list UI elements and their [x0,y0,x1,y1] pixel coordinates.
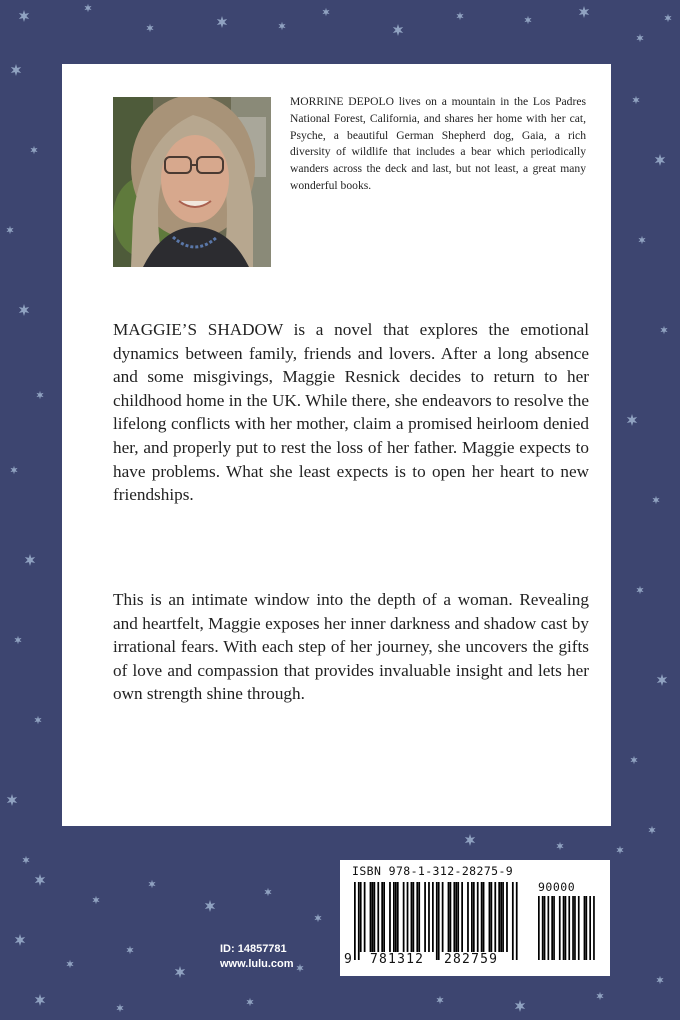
star-icon [35,994,45,1006]
star-icon [25,554,35,566]
synopsis-paragraph-1: MAGGIE’S SHADOW is a novel that explores the emotional dynamics between family, friends and lovers. After a long absence and some misgivings, Maggie Resnick decides to return to her childhood home in the UK. While there, she endeavors to resolve the lifelong conflicts with her mother, claim a promised heirloom denied her, and properly put to rest the loss of her father. Maggie expects to have problems. What she least expects is to open her heart to new friendships. [113,320,589,505]
star-icon [627,414,637,426]
star-icon [515,1000,525,1012]
barcode-digits-right: 282759 [444,952,499,967]
star-icon [7,794,17,806]
star-icon [616,846,623,854]
star-icon [148,880,155,888]
synopsis-paragraph-2: This is an intimate window into the depth of a woman. Revealing and heartfelt, Maggie exposes her inner darkness and shadow cast by irrational fears. With each step of her journey, she uncovers the gifts of love and compassion that provides invaluable insight and lets her own strength shine through. [113,590,589,704]
star-icon [636,586,643,594]
star-icon [35,874,45,886]
star-icon [648,826,655,834]
star-icon [92,896,99,904]
star-icon [660,326,667,334]
star-icon [638,236,645,244]
star-icon [655,154,665,166]
star-icon [632,96,639,104]
star-icon [36,391,43,399]
star-icon [596,992,603,1000]
star-icon [175,966,185,978]
star-icon [456,12,463,20]
star-icon [656,976,663,984]
star-icon [15,934,25,946]
star-icon [34,716,41,724]
star-icon [84,4,91,12]
price-code: 90000 [538,880,576,894]
star-icon [19,10,29,22]
star-icon [19,304,29,316]
star-icon [126,946,133,954]
star-icon [146,24,153,32]
star-icon [278,22,285,30]
isbn-label: ISBN 978-1-312-28275-9 [352,864,514,878]
star-icon [322,8,329,16]
star-icon [14,636,21,644]
star-icon [393,24,403,36]
star-icon [556,842,563,850]
star-icon [11,64,21,76]
back-cover-panel [62,64,611,826]
star-icon [657,674,667,686]
star-icon [116,1004,123,1012]
star-icon [66,960,73,968]
star-icon [246,998,253,1006]
publisher-id: ID: 14857781 [220,943,287,955]
star-icon [652,496,659,504]
star-icon [436,996,443,1004]
author-photo [113,97,271,267]
star-icon [6,226,13,234]
barcode-digits-left: 781312 [370,952,425,967]
publisher-url: www.lulu.com [220,958,294,970]
star-icon [579,6,589,18]
star-icon [636,34,643,42]
star-icon [22,856,29,864]
star-icon [664,14,671,22]
star-icon [465,834,475,846]
star-icon [10,466,17,474]
author-bio: MORRINE DEPOLO lives on a mountain in the Los Padres National Forest, California, and shares her home with her cat, Psyche, a beautiful German Shepherd dog, Gaia, a rich diversity of wildlife that includes a bear which periodically wanders across the deck and last, but not least, a great many wonderful books. [290,95,586,192]
star-icon [524,16,531,24]
barcode-digit-first: 9 [344,952,352,967]
star-icon [630,756,637,764]
publisher-id-block [220,942,330,972]
star-icon [205,900,215,912]
star-icon [217,16,227,28]
star-icon [30,146,37,154]
star-icon [314,914,321,922]
isbn-barcode-box [340,860,610,976]
star-icon [264,888,271,896]
